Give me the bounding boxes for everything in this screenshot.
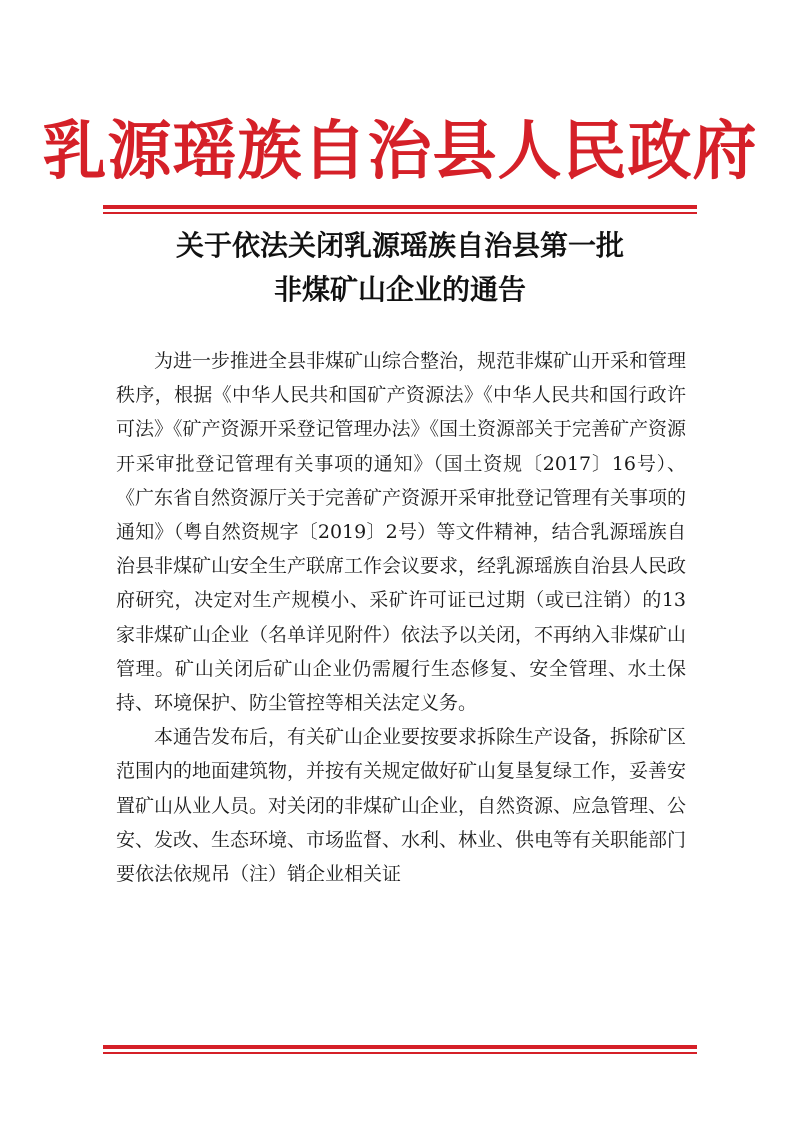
header-divider-thin xyxy=(103,212,697,214)
document-title-line1: 关于依法关闭乳源瑶族自治县第一批 xyxy=(175,229,624,262)
footer-divider-thin xyxy=(103,1052,697,1054)
header-divider-thick xyxy=(103,205,697,209)
document-title-line2: 非煤矿山企业的通告 xyxy=(273,273,526,306)
document-body xyxy=(116,344,686,891)
body-paragraph-1: 为进一步推进全县非煤矿山综合整治，规范非煤矿山开采和管理秩序，根据《中华人民共和国矿产资源法》《中华人民共和国行政许可法》《矿产资源开采登记管理办法》《国土资源部关于完善矿产资源开采审批登记管理有关事项的通知》（国土资规〔2017〕16号）、《广东省自然资源厅关于完善矿产资源开采审批登记管理有关事项的通知》（粤自然资规字〔2019〕2号）等文件精神，结合乳源瑶族自治县非煤矿山安全生产联席工作会议要求，经乳源瑶族自治县人民政府研究，决定对生产规模小、采矿许可证已过期（或已注销）的13家非煤矿山企业（名单详见附件）依法予以关闭，不再纳入非煤矿山管理。矿山关闭后矿山企业仍需履行生态修复、安全管理、水土保持、环境保护、防尘管控等相关法定义务。 xyxy=(116,350,687,715)
footer-divider-thick xyxy=(103,1045,697,1049)
issuer-header: 乳源瑶族自治县人民政府 xyxy=(42,114,758,189)
body-paragraph-2: 本通告发布后，有关矿山企业要按要求拆除生产设备，拆除矿区范围内的地面建筑物，并按有关规定做好矿山复垦复绿工作，妥善安置矿山从业人员。对关闭的非煤矿山企业，自然资源、应急管理、公安、发改、生态环境、市场监督、水利、林业、供电等有关职能部门要依法依规吊（注）销企业相关证 xyxy=(116,726,687,886)
